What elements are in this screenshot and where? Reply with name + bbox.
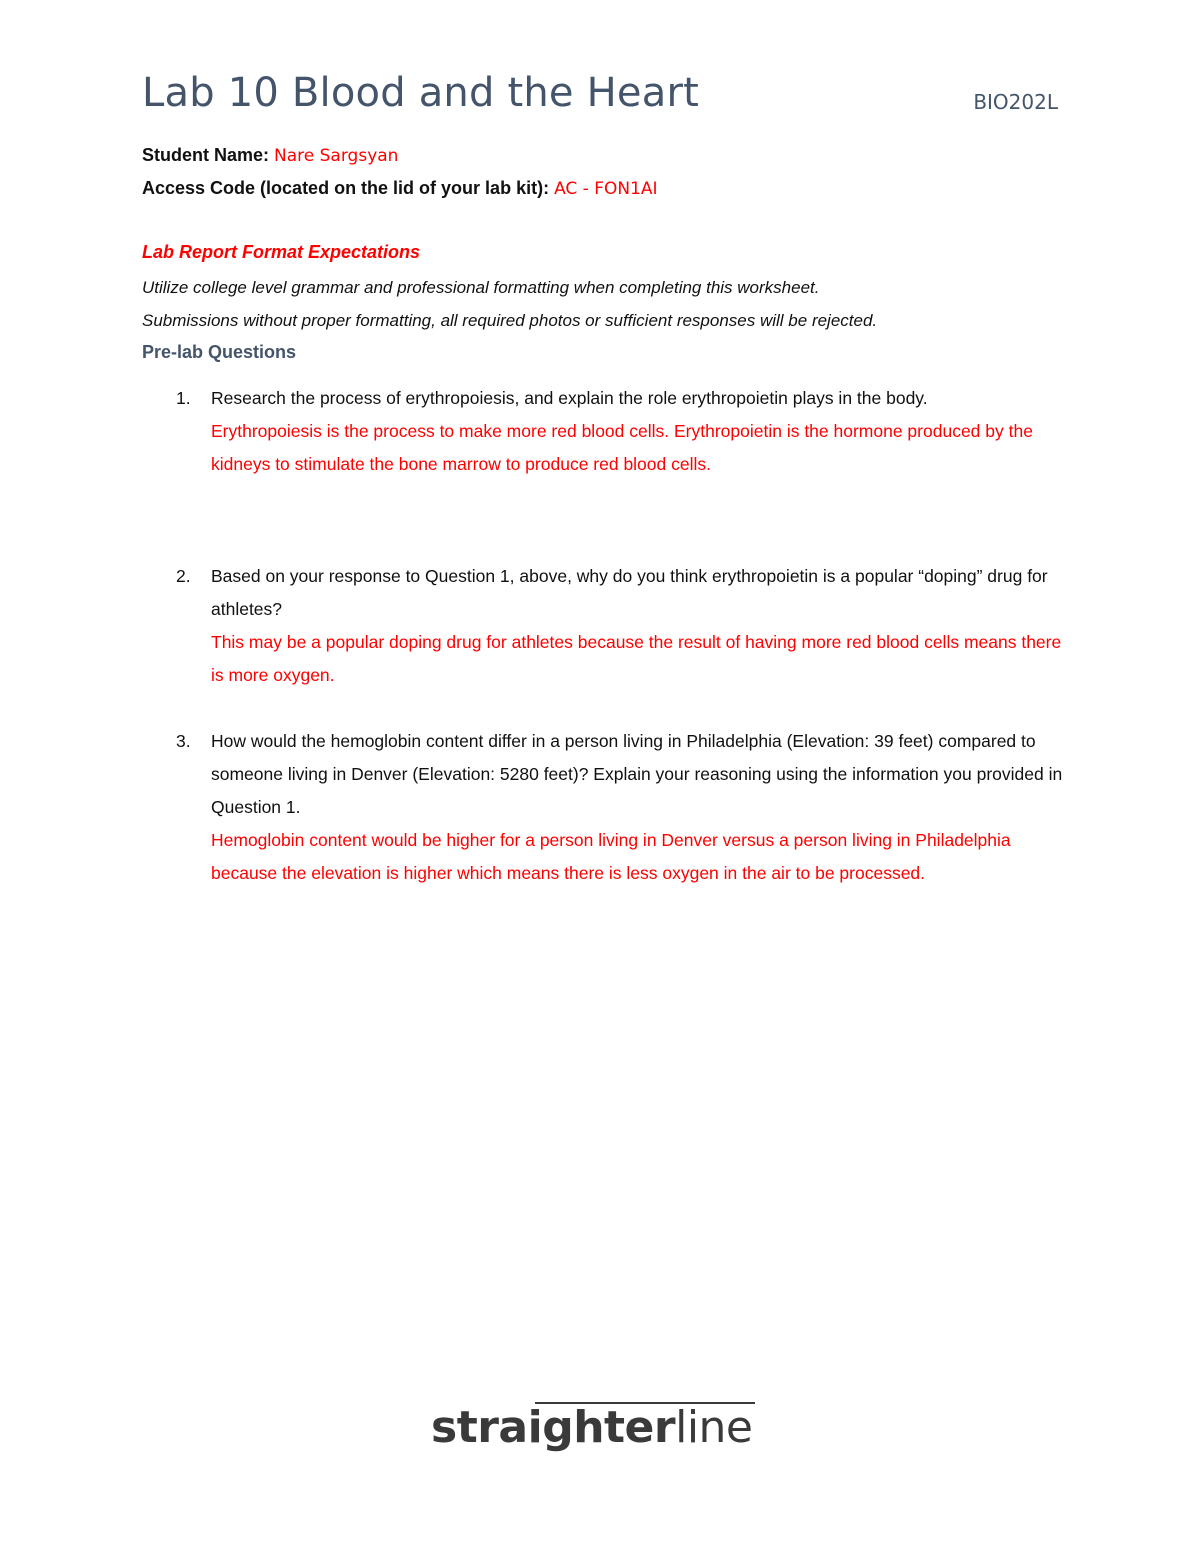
question-number: 2. (176, 566, 191, 586)
logo-light-part: line (675, 1402, 753, 1453)
straighterline-logo (431, 1400, 761, 1460)
answer-text: Hemoglobin content would be higher for a person living in Denver versus a person living in Philadelphia because the elevation is higher which means there is less oxygen in the air to be processed. (211, 830, 1011, 883)
format-expectations-line-1: Utilize college level grammar and professional formatting when completing this worksheet. (142, 278, 820, 297)
student-name-line (142, 145, 398, 166)
answer-text: Erythropoiesis is the process to make more red blood cells. Erythropoietin is the hormone produced by the kidneys to stimulate the bone marrow to produce red blood cells. (211, 421, 1033, 474)
question-text: Based on your response to Question 1, above, why do you think erythropoietin is a popular “doping” drug for athletes? (211, 566, 1048, 619)
student-name-label: Student Name: (142, 145, 270, 165)
question-1 (142, 382, 1072, 481)
question-2 (142, 560, 1072, 692)
question-text: Research the process of erythropoiesis, and explain the role erythropoietin plays in the body. (211, 388, 928, 408)
course-code: BIO202L (973, 90, 1058, 114)
format-expectations-heading: Lab Report Format Expectations (142, 242, 421, 262)
access-code-line (142, 178, 658, 199)
question-number: 1. (176, 388, 191, 408)
question-number: 3. (176, 731, 191, 751)
format-expectations-line-2: Submissions without proper formatting, all required photos or sufficient responses will be rejected. (142, 311, 878, 330)
answer-text: This may be a popular doping drug for athletes because the result of having more red blood cells means there is more oxygen. (211, 632, 1062, 685)
logo-bold-part: straighter (431, 1402, 676, 1453)
student-name-value: Nare Sargsyan (274, 146, 399, 166)
question-3 (142, 725, 1072, 890)
page-title: Lab 10 Blood and the Heart (142, 70, 699, 116)
access-code-value: AC - FON1AI (554, 179, 658, 199)
prelab-heading: Pre-lab Questions (142, 342, 297, 362)
access-code-label: Access Code (located on the lid of your lab kit): (142, 178, 550, 198)
question-text: How would the hemoglobin content differ in a person living in Philadelphia (Elevation: 39 feet) compared to someone living in Denver (Elevation: 5280 feet)? Explain your reasoning using the information you provided in Question 1. (211, 731, 1063, 817)
logo-text (431, 1402, 753, 1453)
